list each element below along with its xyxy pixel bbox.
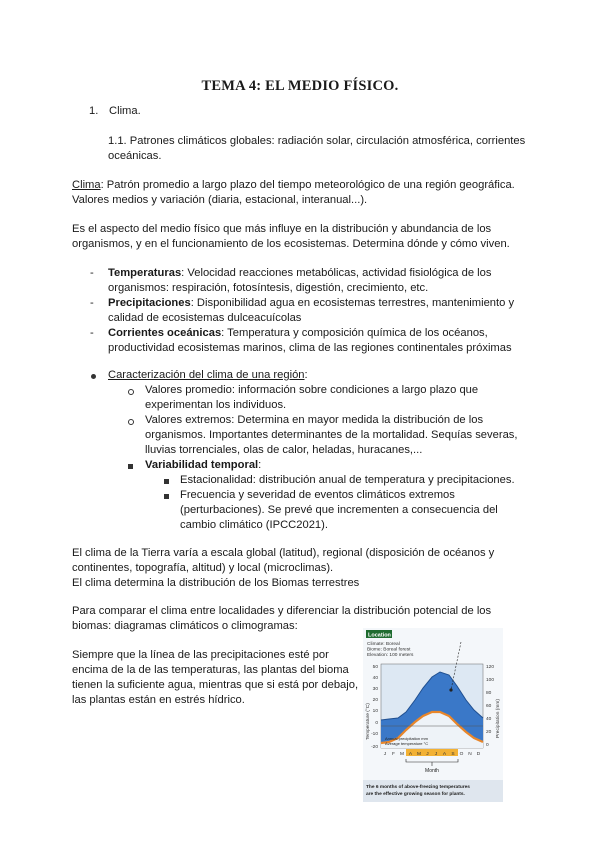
right-axis-title: Precipitation (mm) [496,699,501,738]
list-item-line: organismos: respiración, fotosíntesis, digestión, crecimiento, etc. [108,282,429,294]
svg-text:J: J [434,752,438,757]
bullet-circle [128,389,134,395]
legend-precipitation: Annual precipitation mm [385,736,428,741]
dash-bullet: - [90,327,94,339]
svg-text:S: S [451,752,455,757]
paragraph-line: El clima determina la distribución de los Biomas terrestres [72,577,360,589]
list-item-temperaturas: Temperaturas: Velocidad reacciones metabólicas, actividad fisiológica de los [108,267,492,279]
caption-line: The 6 months of above-freezing temperatures [366,785,470,790]
list-item-line: experimentan los individuos. [145,399,287,411]
svg-text:J: J [383,752,387,757]
svg-text:J: J [426,752,429,757]
left-tick-label: -20 [371,745,378,750]
page-title: TEMA 4: EL MEDIO FÍSICO. [201,78,399,94]
left-tick-label: 10 [372,709,378,714]
paragraph-line: tienen la suficiente agua, mientras que si está por debajo, [72,679,359,691]
right-tick-label: 100 [486,678,495,683]
info-elevation: Elevation: 100 meters [367,653,414,658]
list-item-estacionalidad: Estacionalidad: distribución anual de temperatura y precipitaciones. [180,474,515,486]
left-tick-label: 50 [372,665,378,670]
right-tick-label: 0 [486,743,489,748]
paragraph-line: Para comparar el clima entre localidades y diferenciar la distribución potencial de los [72,605,492,617]
paragraph-line: Siempre que la línea de las precipitaciones esté por [72,649,329,661]
svg-text:A: A [408,752,413,757]
definition-paragraph: Clima: Patrón promedio a largo plazo del tiempo meteorológico de una región geográfica. [72,179,515,191]
svg-text:A: A [442,752,447,757]
caption-line: are the effective growing season for plants. [366,792,465,797]
list-item-valores-promedio: Valores promedio: información sobre condiciones a largo plazo que [145,384,479,396]
svg-text:D: D [476,752,481,757]
info-climate: Climate: Boreal [367,642,400,647]
list-item-line: calidad de ecosistemas dulceacuícolas [108,312,302,324]
list-item-precipitaciones: Precipitaciones: Disponibilidad agua en ecosistemas terrestres, mantenimiento y [108,297,515,309]
bullet-square [164,494,169,499]
location-label: Location [368,632,391,639]
left-tick-label: 20 [372,698,378,703]
dash-bullet: - [90,297,94,309]
list-number: 1. [89,105,99,117]
subsection-line: 1.1. Patrones climáticos globales: radiación solar, circulación atmosférica, corrientes [108,135,526,147]
svg-text:F: F [392,752,395,757]
bullet-circle [128,419,134,425]
right-tick-label: 40 [486,717,492,722]
paragraph-line: biomas: diagramas climáticos o climogramas: [72,620,298,632]
list-item-line: (perturbaciones). Se prevé que incrementen a consecuencia del [180,504,498,516]
left-tick-label: -10 [371,732,378,737]
bullet-square [128,464,133,469]
left-tick-label: 40 [372,676,378,681]
underlined-term: Clima [72,179,101,191]
paragraph-line: las plantas están en estrés hídrico. [72,694,245,706]
list-item-variabilidad: Variabilidad temporal: [145,459,262,471]
list-item-line: cambio climático (IPCC2021). [180,519,328,531]
climate-diagram [363,628,503,804]
paragraph-line: continentes, topografía, altitud) y local (microclimas). [72,562,334,574]
info-biome: Biome: Boreal forest [367,647,411,653]
paragraph-line: encima de la de las temperaturas, las plantas del bioma [72,664,349,676]
list-item-valores-extremos: Valores extremos: Determina en mayor medida la distribución de los [145,414,484,426]
climate-diagram-figure [363,628,503,804]
right-tick-label: 60 [486,704,492,709]
paragraph-line: Valores medios y variación (diaria, estacional, interanual...). [72,194,368,206]
list-item-frecuencia: Frecuencia y severidad de eventos climáticos extremos [180,489,455,501]
right-tick-label: 20 [486,730,492,735]
list-item-line: productividad ecosistemas marinos, clima de las regiones continentales próximas [108,342,512,354]
caption-box [363,780,503,802]
paragraph-line: El clima de la Tierra varía a escala global (latitud), regional (disposición de océanos y [72,547,495,559]
right-tick-label: 80 [486,691,492,696]
svg-text:N: N [468,752,472,757]
paragraph-line: organismos, y en el funcionamiento de los ecosistemas. Determina dónde y cómo viven. [72,238,510,250]
left-tick-label: 30 [372,687,378,692]
section-heading-clima: Clima. [109,105,141,117]
annotation-dot [449,688,452,691]
list-item-corrientes: Corrientes oceánicas: Temperatura y composición química de los océanos, [108,327,488,339]
left-tick-label: 0 [375,721,378,726]
list-item-caracterizacion: Caracterización del clima de una región: [108,369,308,381]
subsection-line: oceánicas. [108,150,162,162]
paragraph-line: Es el aspecto del medio físico que más influye en la distribución y abundancia de los [72,223,492,235]
right-tick-label: 120 [486,665,495,670]
list-item-line: organismos. Importantes determinantes de la mortalidad. Sequías severas, [145,429,518,441]
bullet-dot [91,374,96,379]
x-axis-title: Month [425,768,439,774]
bullet-square [164,479,169,484]
list-item-line: lluvias torrenciales, olas de calor, heladas, huracanes,... [145,444,423,456]
svg-text:M: M [400,752,404,757]
growing-season-bar [406,749,458,756]
svg-text:O: O [459,752,464,757]
svg-text:M: M [417,752,421,757]
left-axis-title: Temperature (°C) [366,703,371,740]
dash-bullet: - [90,267,94,279]
legend-temperature: Average temperature °C [385,741,429,746]
